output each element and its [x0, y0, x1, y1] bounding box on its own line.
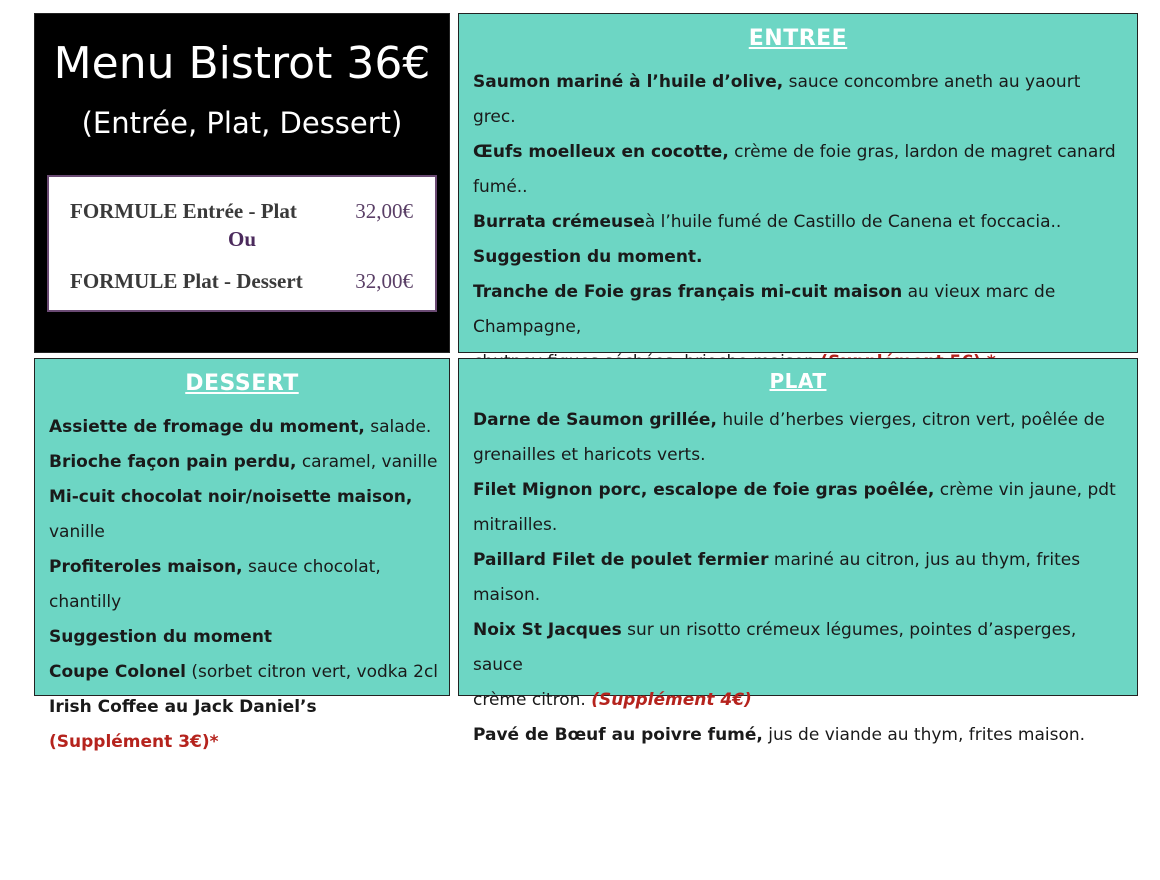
menu-item-name: Profiteroles maison, [49, 557, 243, 577]
menu-item-name: Pavé de Bœuf au poivre fumé, [473, 725, 763, 745]
menu-item [473, 205, 1127, 240]
menu-item-name: Paillard Filet de poulet fermier [473, 550, 769, 570]
menu-item-name: Filet Mignon porc, escalope de foie gras poêlée, [473, 480, 935, 500]
dessert-panel [34, 358, 450, 752]
plat-heading: PLAT [769, 369, 827, 393]
menu-item-name: Assiette de fromage du moment, [49, 417, 365, 437]
menu-item [473, 240, 1127, 275]
formule-row-entree-plat [70, 199, 413, 224]
menu-item-description: crème vin jaune, pdt mitrailles. [473, 480, 1116, 535]
entree-heading: ENTREE [748, 26, 848, 51]
menu-item-description: au vieux marc de Champagne, [473, 282, 1056, 337]
menu-item-description: huile d’herbes vierges, citron vert, poêlée de [716, 410, 1105, 430]
menu-item-description: salade. [364, 417, 432, 437]
menu-item [49, 410, 439, 445]
menu-item [49, 655, 439, 690]
menu-item-description: crème citron. [473, 690, 592, 710]
menu-item-description: jus de viande au thym, frites maison. [762, 725, 1086, 745]
menu-item-name: Mi-cuit chocolat noir/noisette maison, [49, 487, 413, 507]
menu-item-supplement: (Supplément 3€)* [49, 732, 219, 752]
formule-price: 32,00€ [355, 199, 413, 223]
formule-label: FORMULE Plat - Dessert [70, 269, 303, 293]
menu-item-name: Suggestion du moment. [473, 247, 703, 267]
menu-item-supplement: (Supplément 4€) [591, 690, 752, 710]
formule-row-plat-dessert [70, 269, 413, 294]
menu-item [473, 613, 1127, 683]
menu-subtitle: (Entrée, Plat, Dessert) [81, 106, 403, 140]
menu-item-description: à l’huile fumé de Castillo de Canena et foccacia.. [644, 212, 1062, 232]
menu-item [473, 438, 1127, 473]
plat-list [473, 403, 1127, 753]
menu-item-description: vanille [49, 522, 105, 542]
entree-panel [458, 13, 1138, 353]
menu-item-description: sauce concombre aneth au yaourt grec. [473, 72, 1081, 127]
menu-item-name: Saumon mariné à l’huile d’olive, [473, 72, 784, 92]
menu-item [473, 683, 1127, 718]
menu-item-name: Brioche façon pain perdu, [49, 452, 297, 472]
formule-price: 32,00€ [355, 269, 413, 293]
menu-item-description: caramel, vanille [296, 452, 438, 472]
menu-item-name: Tranche de Foie gras français mi-cuit maison [473, 282, 903, 302]
menu-item-name: Irish Coffee au Jack Daniel’s [49, 697, 317, 717]
menu-item [49, 690, 439, 760]
menu-item-name: Noix St Jacques [473, 620, 622, 640]
menu-item [473, 473, 1127, 543]
menu-item [473, 403, 1127, 438]
menu-item [49, 550, 439, 620]
menu-item-name: Darne de Saumon grillée, [473, 410, 717, 430]
menu-item [473, 135, 1127, 205]
menu-item-description: sauce chocolat, chantilly [49, 557, 381, 612]
menu-item-description: grenailles et haricots verts. [473, 445, 706, 465]
dessert-list [49, 410, 439, 760]
menu-item [473, 275, 1127, 345]
menu-item [473, 543, 1127, 613]
menu-item-name: Coupe Colonel [49, 662, 186, 682]
menu-item [49, 620, 439, 655]
formule-box [47, 175, 437, 312]
menu-item [473, 65, 1127, 135]
menu-item-name: Burrata crémeuse [473, 212, 645, 232]
formule-or: Ou [227, 227, 256, 251]
menu-item [49, 445, 439, 480]
menu-item [473, 718, 1127, 753]
menu-item-description: mariné au citron, jus au thym, frites maison. [473, 550, 1081, 605]
menu-item-description: sur un risotto crémeux légumes, pointes d’asperges, sauce [473, 620, 1077, 675]
dessert-heading: DESSERT [185, 371, 299, 396]
menu-item-description: crème de foie gras, lardon de magret canard fumé.. [473, 142, 1116, 197]
formule-label: FORMULE Entrée - Plat [70, 199, 297, 223]
plat-panel [458, 358, 1138, 745]
menu-title-panel [34, 13, 450, 353]
entree-list [473, 65, 1127, 380]
menu-item-description: (sorbet citron vert, vodka 2cl [186, 662, 439, 682]
menu-item-name: Œufs moelleux en cocotte, [473, 142, 729, 162]
menu-item-name: Suggestion du moment [49, 627, 273, 647]
menu-item [49, 480, 439, 550]
menu-title: Menu Bistrot 36€ [53, 38, 431, 89]
